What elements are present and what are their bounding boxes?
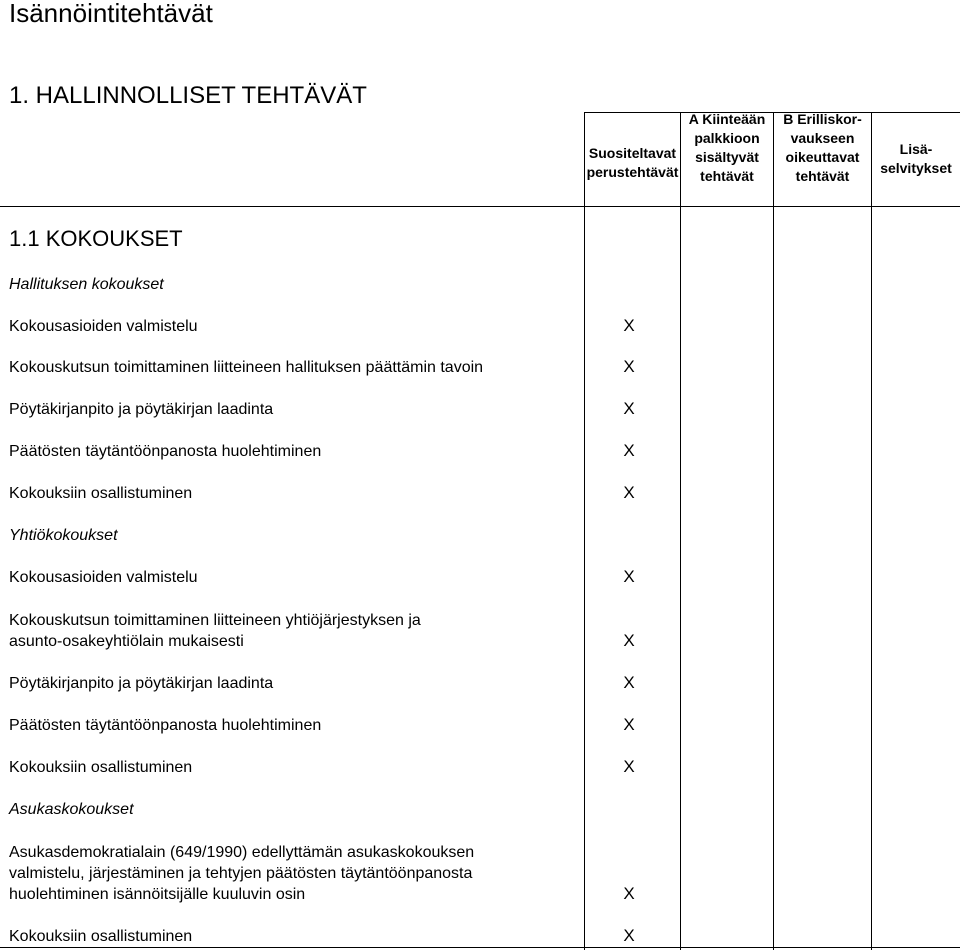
group-title [9,274,584,295]
row-mark: X [623,631,635,650]
row-label: Kokouskutsun toimittaminen liitteineen yhtiöjärjestyksen ja asunto-osakeyhtiölain mukaisesti [9,612,421,650]
table-row [9,926,584,947]
section-title: 1. HALLINNOLLISET TEHTÄVÄT [9,82,367,109]
row-mark: X [623,316,635,335]
table-row [9,357,584,378]
row-label: Kokousasioiden valmistelu [9,569,198,586]
table-border-col2 [680,112,681,950]
group-title [9,525,584,546]
column-header-suositeltavat [585,112,680,206]
table-row [9,757,584,778]
row-mark: X [623,483,635,502]
row-label: Kokouksiin osallistuminen [9,928,193,945]
column-header-label: Suositeltavat perustehtävät [586,145,679,180]
column-header-label: B Erilliskor- vaukseen oikeuttavat tehtävät [783,111,862,184]
table-border-col3 [773,112,774,950]
table-row [9,842,584,905]
row-label: Pöytäkirjanpito ja pöytäkirjan laadinta [9,401,274,418]
row-label: Kokouskutsun toimittaminen liitteineen hallituksen päättämin tavoin [9,359,484,376]
row-mark: X [623,673,635,692]
column-header-a [681,110,773,204]
row-label: Asukasdemokratialain (649/1990) edellyttämän asukaskokouksen valmistelu, järjestäminen ja tehtyjen päätösten täytäntöönpanosta huolehtiminen isännöitsijälle kuuluvin osin [9,844,475,903]
table-header-bottom [0,206,960,207]
table-row [9,399,584,420]
row-label: Kokouksiin osallistuminen [9,759,193,776]
table-bottom [0,947,960,948]
column-header-b [774,110,871,204]
table-row [9,567,584,588]
row-mark: X [623,757,635,776]
group-title-label: Yhtiökokoukset [9,527,118,544]
table-row [9,715,584,736]
page-title: Isännöintitehtävät [9,0,213,28]
row-mark: X [623,715,635,734]
row-label: Kokousasioiden valmistelu [9,318,198,335]
row-mark: X [623,441,635,460]
row-mark: X [623,567,635,586]
row-mark: X [623,884,635,903]
row-mark: X [623,357,635,376]
group-title [9,799,584,820]
column-header-label: Lisä- selvitykset [880,141,952,176]
table-row [9,673,584,694]
table-row [9,483,584,504]
table-row [9,441,584,462]
column-header-lisa [872,112,960,206]
group-title-label: Hallituksen kokoukset [9,276,164,293]
row-label: Pöytäkirjanpito ja pöytäkirjan laadinta [9,675,274,692]
row-label: Kokouksiin osallistuminen [9,485,193,502]
row-label: Päätösten täytäntöönpanosta huolehtiminen [9,717,322,734]
row-mark: X [623,399,635,418]
table-row [9,610,584,652]
content-title: 1.1 KOKOUKSET [9,226,183,251]
row-mark: X [623,926,635,945]
table-border-left [584,112,585,950]
group-title-label: Asukaskokoukset [9,801,134,818]
row-label: Päätösten täytäntöönpanosta huolehtiminen [9,443,322,460]
table-border-col4 [871,112,872,950]
column-header-label: A Kiinteään palkkioon sisältyvät tehtävät [688,111,766,184]
table-row [9,316,584,337]
